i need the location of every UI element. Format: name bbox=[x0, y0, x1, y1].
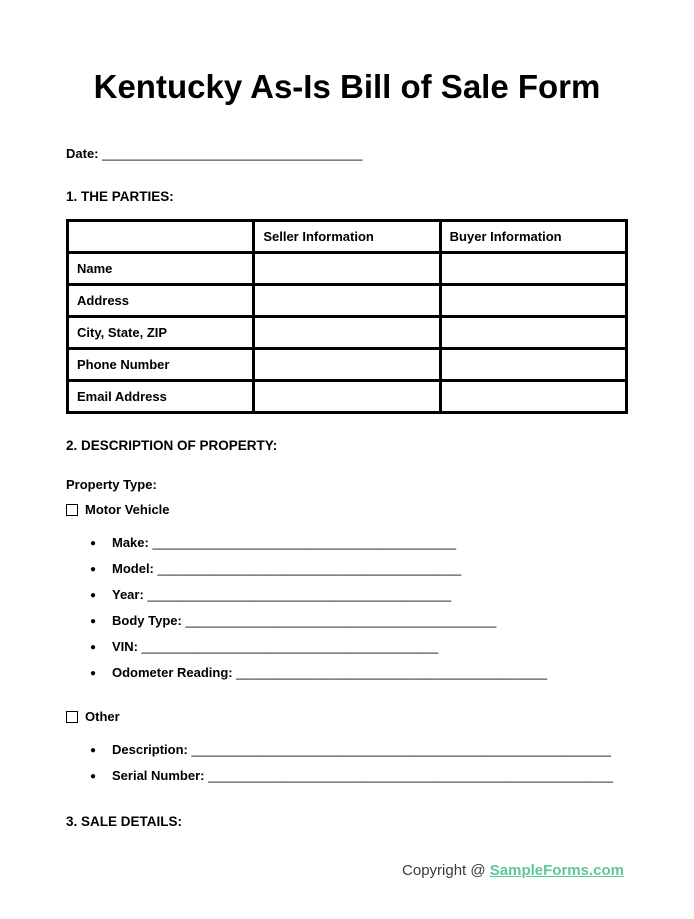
field-fill-line: __________________________________________ bbox=[157, 561, 462, 576]
field-body-type bbox=[90, 613, 628, 629]
header-cell-buyer: Buyer Information bbox=[440, 221, 626, 253]
other-checkbox[interactable] bbox=[66, 711, 78, 723]
motor-vehicle-option bbox=[66, 502, 628, 517]
row-label-name: Name bbox=[68, 253, 254, 285]
field-label: Body Type: bbox=[112, 613, 182, 628]
field-make bbox=[90, 535, 628, 551]
motor-vehicle-label: Motor Vehicle bbox=[85, 502, 170, 517]
field-label: Serial Number: bbox=[112, 768, 205, 783]
field-year bbox=[90, 587, 628, 603]
header-cell-seller: Seller Information bbox=[254, 221, 440, 253]
table-row bbox=[68, 285, 627, 317]
table-row bbox=[68, 317, 627, 349]
section-heading-property: 2. DESCRIPTION OF PROPERTY: bbox=[66, 438, 278, 453]
page-title: Kentucky As-Is Bill of Sale Form bbox=[93, 68, 601, 105]
table-row bbox=[68, 349, 627, 381]
motor-vehicle-fields bbox=[66, 535, 628, 681]
bullet-icon: ● bbox=[90, 538, 97, 549]
seller-phone-cell[interactable] bbox=[254, 349, 440, 381]
field-vin bbox=[90, 639, 628, 655]
sampleforms-link[interactable]: SampleForms.com bbox=[489, 862, 624, 879]
seller-address-cell[interactable] bbox=[254, 285, 440, 317]
field-fill-line: ________________________________________________________ bbox=[208, 768, 613, 783]
parties-table bbox=[66, 219, 628, 414]
copyright-text: Copyright @ bbox=[402, 862, 490, 879]
field-label: Odometer Reading: bbox=[112, 665, 233, 680]
other-fields bbox=[66, 742, 628, 784]
section-heading-parties: 1. THE PARTIES: bbox=[66, 189, 174, 204]
table-row bbox=[68, 253, 627, 285]
bullet-icon: ● bbox=[90, 668, 97, 679]
field-fill-line: __________________________________________ bbox=[152, 535, 457, 550]
row-label-email: Email Address bbox=[68, 381, 254, 413]
footer-copyright bbox=[402, 862, 624, 879]
seller-city-cell[interactable] bbox=[254, 317, 440, 349]
field-label: Description: bbox=[112, 742, 188, 757]
field-fill-line: _________________________________________ bbox=[141, 639, 439, 654]
other-option bbox=[66, 709, 628, 724]
other-label: Other bbox=[85, 709, 120, 724]
row-label-city-state-zip: City, State, ZIP bbox=[68, 317, 254, 349]
seller-email-cell[interactable] bbox=[254, 381, 440, 413]
row-label-address: Address bbox=[68, 285, 254, 317]
buyer-address-cell[interactable] bbox=[440, 285, 626, 317]
section-heading-sale-details: 3. SALE DETAILS: bbox=[66, 814, 183, 829]
field-description bbox=[90, 742, 628, 758]
buyer-name-cell[interactable] bbox=[440, 253, 626, 285]
field-fill-line: __________________________________________________________ bbox=[191, 742, 611, 757]
field-fill-line: ___________________________________________ bbox=[185, 613, 497, 628]
bullet-icon: ● bbox=[90, 590, 97, 601]
date-fill-line: ____________________________________ bbox=[102, 146, 363, 161]
buyer-email-cell[interactable] bbox=[440, 381, 626, 413]
buyer-city-cell[interactable] bbox=[440, 317, 626, 349]
field-odometer bbox=[90, 665, 628, 681]
row-label-phone: Phone Number bbox=[68, 349, 254, 381]
bullet-icon: ● bbox=[90, 616, 97, 627]
table-row bbox=[68, 381, 627, 413]
field-label: VIN: bbox=[112, 639, 138, 654]
date-field bbox=[66, 146, 628, 161]
buyer-phone-cell[interactable] bbox=[440, 349, 626, 381]
field-model bbox=[90, 561, 628, 577]
field-label: Year: bbox=[112, 587, 144, 602]
date-label: Date: bbox=[66, 146, 99, 161]
field-label: Model: bbox=[112, 561, 154, 576]
field-fill-line: __________________________________________ bbox=[147, 587, 452, 602]
seller-name-cell[interactable] bbox=[254, 253, 440, 285]
bullet-icon: ● bbox=[90, 564, 97, 575]
header-cell-empty bbox=[68, 221, 254, 253]
bullet-icon: ● bbox=[90, 642, 97, 653]
field-fill-line: ___________________________________________ bbox=[236, 665, 548, 680]
field-label: Make: bbox=[112, 535, 149, 550]
field-serial-number bbox=[90, 768, 628, 784]
bullet-icon: ● bbox=[90, 745, 97, 756]
table-header-row bbox=[68, 221, 627, 253]
bullet-icon: ● bbox=[90, 771, 97, 782]
motor-vehicle-checkbox[interactable] bbox=[66, 504, 78, 516]
property-type-label: Property Type: bbox=[66, 477, 157, 492]
